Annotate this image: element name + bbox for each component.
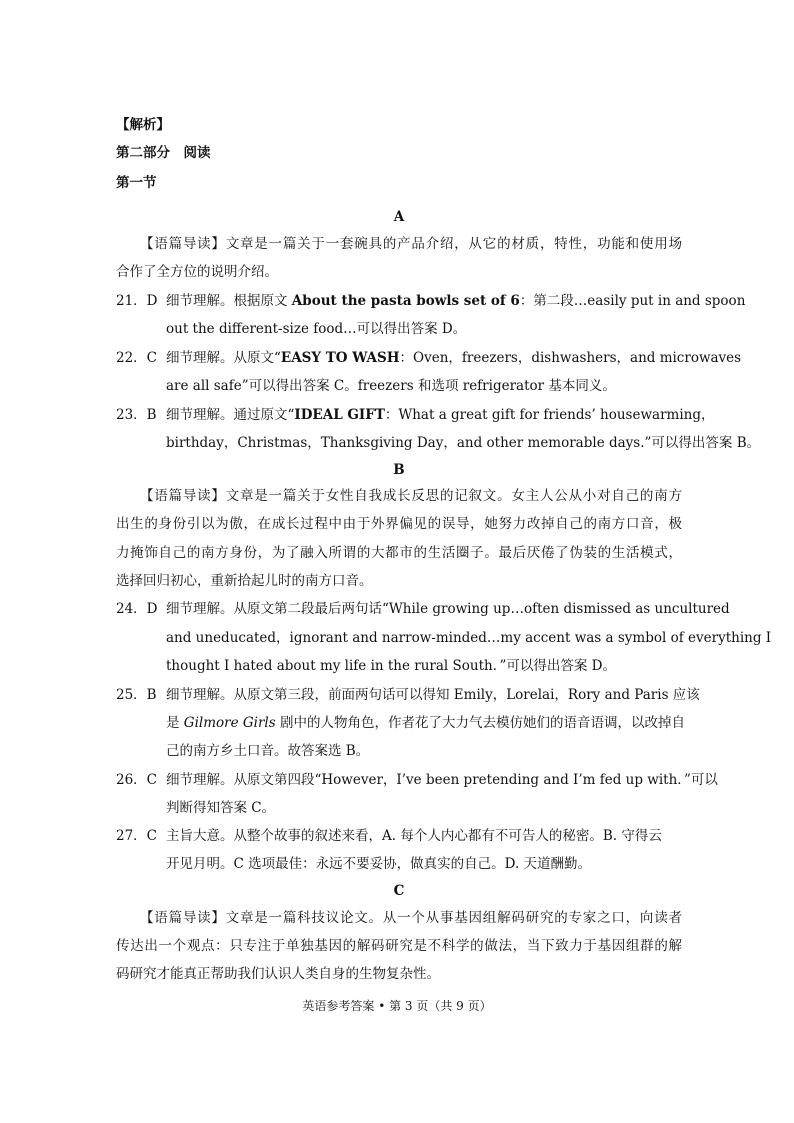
answer-line: are all safe”可以得出答案 C。freezers 和选项 refrigerator 基本同义。 [166,378,616,394]
answer-line: 是 Gilmore Girls 剧中的人物角色，作者花了大力气去模仿她们的语音语调，以改掉自 [166,715,685,731]
answer-line: 细节理解。从原文第二段最后两句话“While growing up…often dismissed as uncultured [166,601,730,617]
answer-line: 主旨大意。从整个故事的叙述来看，A. 每个人内心都有不可告人的秘密。B. 守得云 [166,828,662,844]
answer-line: birthday，Christmas，Thanksgiving Day，and other memorable days.”可以得出答案 B。 [166,435,761,451]
passage-a-guide-line: 【语篇导读】文章是一篇关于一套碗具的产品介绍，从它的材质，特性，功能和使用场 [140,236,682,252]
question-number: 22．C [116,350,158,366]
answer-line: 开见月明。C 选项最佳：永远不要妥协，做真实的自己。D. 天道酬勤。 [166,856,592,872]
section-heading: 第一节 [116,175,157,191]
page-footer: 英语参考答案 • 第 3 页（共 9 页） [302,999,492,1013]
passage-b-guide-line: 出生的身份引以为傲，在成长过程中由于外界偏见的误导，她努力改掉自己的南方口音，极 [116,516,682,532]
answer-line: 细节理解。通过原文“IDEAL GIFT：What a great gift for friends’ housewarming， [166,407,715,423]
passage-b-guide-line: 选择回归初心，重新拾起儿时的南方口音。 [116,573,373,589]
passage-b-guide-line: 【语篇导读】文章是一篇关于女性自我成长反思的记叙文。女主人公从小对自己的南方 [140,488,682,504]
part-heading: 第二部分 阅读 [116,145,211,161]
passage-a-title: A [393,209,405,225]
question-number: 25．B [116,687,157,703]
passage-b-guide-line: 力掩饰自己的南方身份，为了融入所谓的大都市的生活圈子。最后厌倦了伪装的生活模式， [116,545,682,561]
answer-line: 细节理解。根据原文 About the pasta bowls set of 6：第二段…easily put in and spoon [166,293,746,309]
question-number: 21．D [116,293,158,309]
question-number: 26．C [116,772,158,788]
question-number: 24．D [116,601,158,617]
passage-c-guide-line: 码研究才能真正帮助我们认识人类自身的生物复杂性。 [116,966,440,982]
answer-line: and uneducated，ignorant and narrow-minded…my accent was a symbol of everything I [166,630,772,646]
answer-line: 细节理解。从原文“EASY TO WASH：Oven，freezers，dishwashers，and microwaves [166,350,742,366]
passage-c-title: C [393,883,405,899]
analysis-heading: 【解析】 [116,117,170,133]
question-number: 23．B [116,407,157,423]
answer-line: 细节理解。从原文第四段“However，I’ve been pretending and I’m fed up with．”可以 [166,772,718,788]
passage-a-guide-line: 合作了全方位的说明介绍。 [116,264,278,280]
question-number: 27．C [116,828,158,844]
answer-line: thought I hated about my life in the rural South．”可以得出答案 D。 [166,658,616,674]
passage-b-title: B [393,462,405,478]
answer-line: out the different-size food…可以得出答案 D。 [166,321,467,337]
answer-line: 细节理解。从原文第三段，前面两句话可以得知 Emily，Lorelai，Rory and Paris 应该 [166,687,700,703]
passage-c-guide-line: 【语篇导读】文章是一篇科技议论文。从一个从事基因组解码研究的专家之口，向读者 [140,910,682,926]
answer-line: 己的南方乡土口音。故答案选 B。 [166,743,370,759]
answer-line: 判断得知答案 C。 [166,800,276,816]
passage-c-guide-line: 传达出一个观点：只专注于单独基因的解码研究是不科学的做法，当下致力于基因组群的解 [116,938,682,954]
